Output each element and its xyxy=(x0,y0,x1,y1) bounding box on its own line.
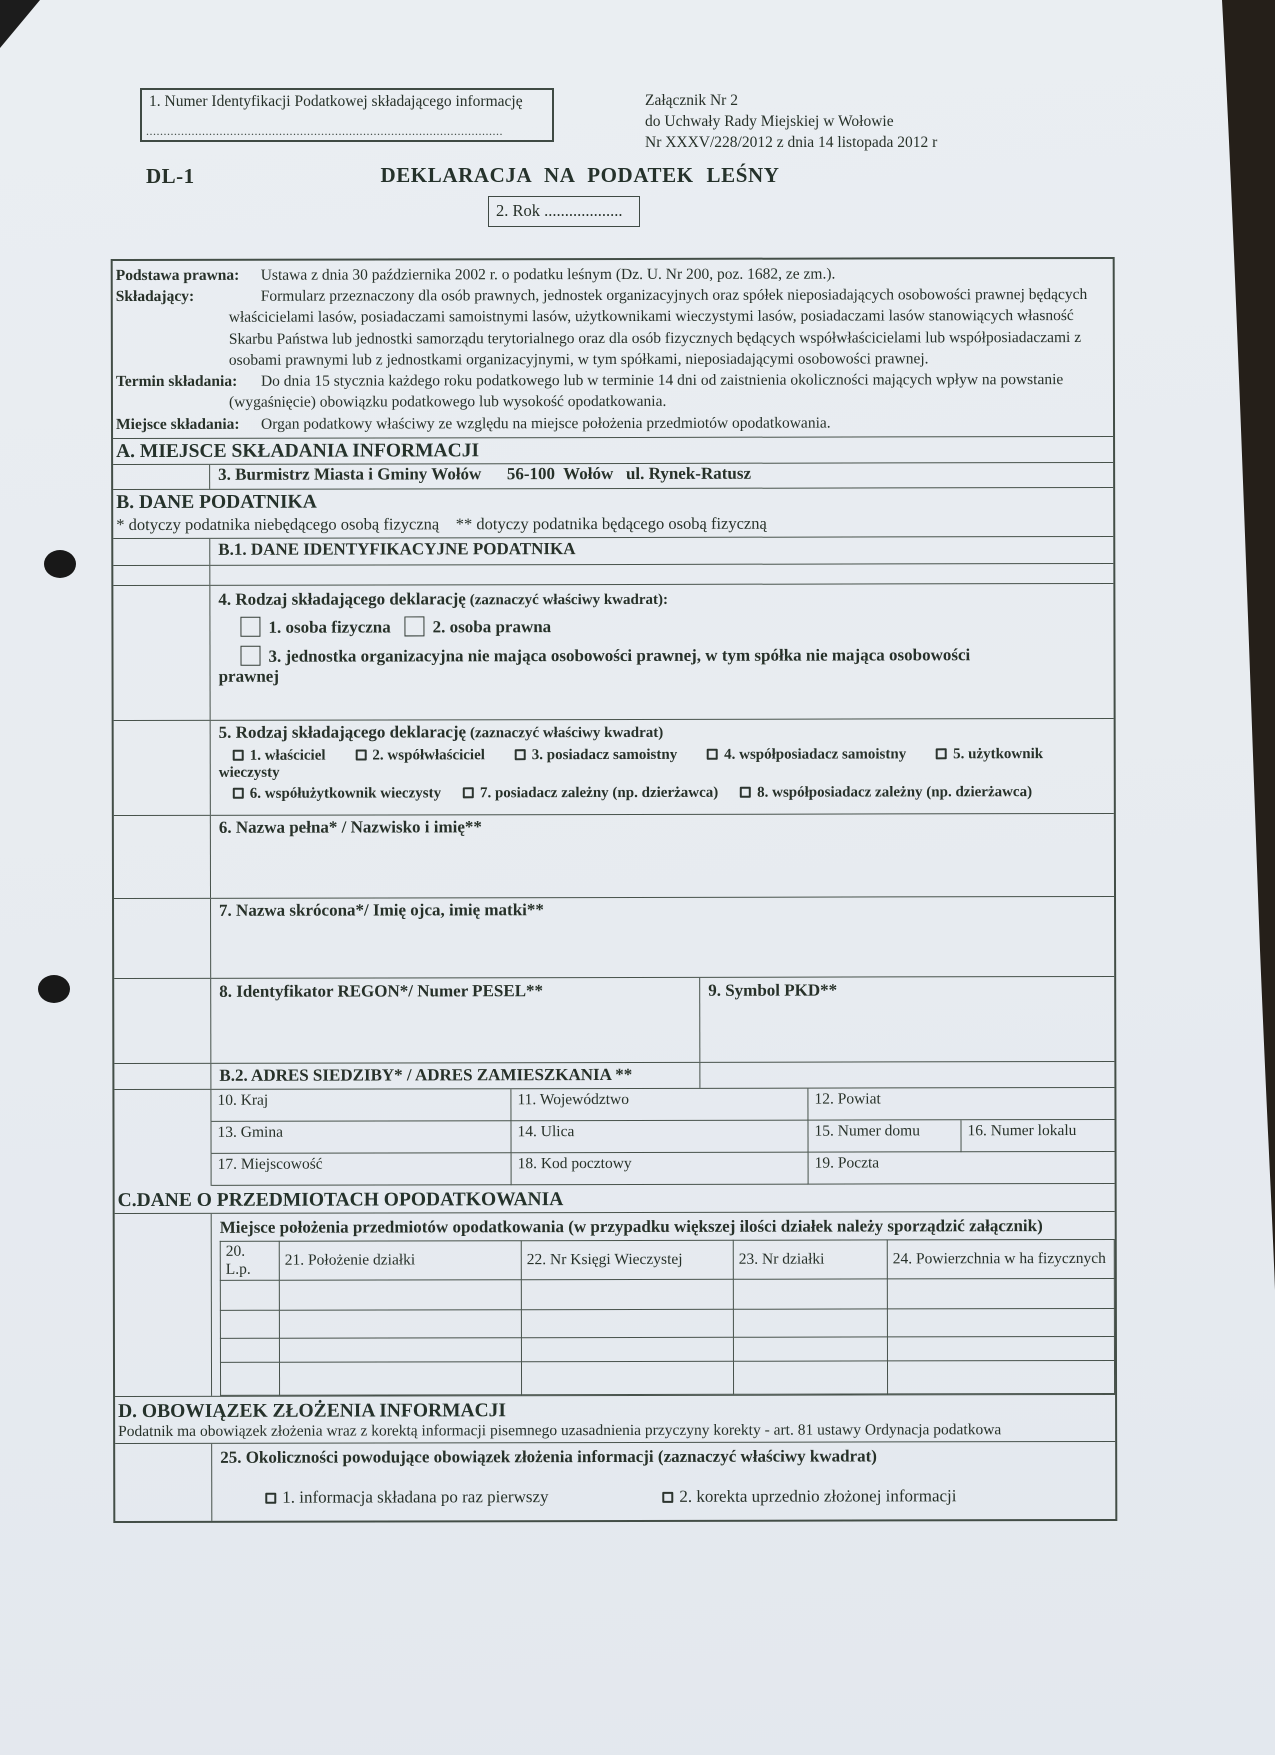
pkd-cell[interactable] xyxy=(700,977,1114,1062)
table-cell[interactable] xyxy=(220,1338,279,1362)
checkbox-wspolposiadacz-zalezny[interactable] xyxy=(740,787,751,798)
table-cell[interactable] xyxy=(279,1280,521,1311)
legal-basis-section xyxy=(113,259,1113,439)
nip-input-line[interactable]: ...................................................................................................... xyxy=(146,124,503,138)
full-name-input[interactable] xyxy=(219,836,1106,878)
gutter xyxy=(113,566,210,585)
form-body xyxy=(111,257,1118,1523)
field-gmina[interactable] xyxy=(211,1121,511,1154)
gutter xyxy=(114,1090,211,1122)
table-cell[interactable] xyxy=(733,1309,887,1337)
gutter xyxy=(113,539,210,565)
section-c-title: C.DANE O PRZEDMIOTACH OPODATKOWANIA xyxy=(115,1184,1115,1214)
legal-label: Miejsce składania: xyxy=(116,415,240,433)
col-lp: 20. L.p. xyxy=(220,1241,279,1280)
gutter xyxy=(115,1444,212,1521)
field-6-row xyxy=(114,814,1114,899)
section-c-body xyxy=(115,1212,1115,1397)
checkbox-wlasciciel[interactable] xyxy=(233,750,244,761)
checkbox-label-wrap: prawnej xyxy=(218,666,280,686)
nip-box xyxy=(140,88,554,142)
form-code: DL-1 xyxy=(146,164,195,188)
spacer-row xyxy=(113,564,1113,586)
gutter xyxy=(113,586,210,720)
table-cell[interactable] xyxy=(733,1279,887,1309)
cell-label: 14. Ulica xyxy=(517,1122,575,1141)
gutter xyxy=(114,1122,211,1154)
cell-label: 15. Numer domu xyxy=(814,1122,921,1140)
cell-label: 10. Kraj xyxy=(217,1091,269,1109)
cell-label: 17. Miejscowość xyxy=(217,1155,323,1173)
checkbox-korekta-informacji[interactable] xyxy=(662,1492,673,1503)
checkbox-label: 4. współposiadacz samoistny xyxy=(724,746,907,763)
cell-label: 19. Poczta xyxy=(814,1154,880,1172)
checkbox-osoba-fizyczna[interactable] xyxy=(240,617,260,637)
checkbox-label: 1. informacja składana po raz pierwszy xyxy=(282,1487,549,1507)
address-grid-row2 xyxy=(114,1120,1114,1154)
field-9-label: 9. Symbol PKD** xyxy=(708,980,838,1000)
checkbox-uzytkownik-wieczysty[interactable] xyxy=(936,748,947,759)
field-4-row xyxy=(113,584,1113,721)
checkbox-posiadacz-zalezny[interactable] xyxy=(463,787,474,798)
field-5-label: 5. Rodzaj składającego deklarację xyxy=(218,722,467,742)
section-b2-header-row xyxy=(114,1062,1114,1090)
field-4-label: 4. Rodzaj składającego deklarację xyxy=(218,589,466,609)
gutter xyxy=(114,816,211,898)
checkbox-label: 1. osoba fizyczna xyxy=(268,617,391,637)
checkbox-osoba-prawna[interactable] xyxy=(405,616,425,636)
checkbox-label: 2. osoba prawna xyxy=(432,617,552,637)
field-6-label: 6. Nazwa pełna* / Nazwisko i imię** xyxy=(218,817,482,837)
field-5-hint: (zaznaczyć właściwy kwadrat) xyxy=(469,724,664,742)
attachment-line: do Uchwały Rady Miejskiej w Wołowie xyxy=(645,112,894,130)
legal-label: Składający: xyxy=(115,288,195,306)
cell-label: 16. Numer lokalu xyxy=(967,1121,1077,1140)
checkbox-label: 2. korekta uprzednio złożonej informacji xyxy=(679,1486,957,1506)
table-cell[interactable] xyxy=(220,1310,279,1338)
regon-pesel-cell[interactable] xyxy=(211,978,700,1063)
table-cell[interactable] xyxy=(279,1362,521,1396)
gutter xyxy=(114,979,211,1063)
table-cell[interactable] xyxy=(521,1361,733,1394)
address-grid-row3 xyxy=(115,1152,1115,1186)
parcels-empty-row xyxy=(220,1360,1114,1395)
field-kraj[interactable] xyxy=(211,1089,511,1122)
table-cell[interactable] xyxy=(887,1278,1114,1308)
gutter xyxy=(114,721,211,815)
legal-text: Formularz przeznaczony dla osób prawnych, jednostek organizacyjnych oraz spółek nieposiadających osobowości prawnej będących właścicielami lasów, posiadaczami samoistnymi lasów, użytkownikami wieczystymi lasów, posiadaczami lasów stanowiących własność Skarbu Państwa lub jednostki samorządu terytorialnego oraz dla osób fizycznych będących współwłaścicielami lub współposiadaczami z osobami prawnymi lub z jednostkami organizacyjnymi, w tym spółkami, nieposiadającymi osobowości prawnej. xyxy=(228,286,1088,369)
field-8-label: 8. Identyfikator REGON*/ Numer PESEL** xyxy=(219,981,544,1001)
field-7-label: 7. Nazwa skrócona*/ Imię ojca, imię matki** xyxy=(219,900,544,920)
table-cell[interactable] xyxy=(887,1360,1114,1393)
section-b2-title: B.2. ADRES SIEDZIBY* / ADRES ZAMIESZKANIA ** xyxy=(211,1063,700,1089)
col-nr-dzialki: 23. Nr działki xyxy=(733,1240,887,1279)
parcels-table xyxy=(220,1239,1115,1396)
field-7-row xyxy=(114,897,1114,979)
section-d-title: D. OBOWIĄZEK ZŁOŻENIA INFORMACJI xyxy=(118,1400,507,1422)
checkbox-label: 2. współwłaściciel xyxy=(372,747,485,764)
checkbox-label: 6. współużytkownik wieczysty xyxy=(249,785,442,802)
field-wojewodztwo[interactable] xyxy=(511,1088,808,1121)
field-numer-lokalu[interactable] xyxy=(961,1120,1114,1152)
field-powiat[interactable] xyxy=(808,1088,1114,1121)
form-title: DEKLARACJA NA PODATEK LEŚNY xyxy=(380,163,780,187)
col-ksiega: 22. Nr Księgi Wieczystej xyxy=(521,1240,733,1279)
section-d-note: Podatnik ma obowiązek złożenia wraz z korektą informacji pisemnego uzasadnienia przyczyny korekty - art. 81 ustawy Ordynacja podatkowa xyxy=(115,1421,1115,1444)
field-25-label: 25. Okoliczności powodujące obowiązek złożenia informacji (zaznaczyć właściwy kwadrat) xyxy=(220,1446,877,1467)
checkbox-label: 8. współposiadacz zależny (np. dzierżawca) xyxy=(757,783,1033,801)
checkbox-informacja-pierwsza[interactable] xyxy=(265,1493,276,1504)
section-b1-title: B.1. DANE IDENTYFIKACYJNE PODATNIKA xyxy=(218,538,576,559)
table-cell[interactable] xyxy=(733,1337,887,1361)
field-numer-domu[interactable] xyxy=(808,1120,961,1152)
attachment-line: Nr XXXV/228/2012 z dnia 14 listopada 2012 r xyxy=(645,133,938,151)
checkbox-wspolposiadacz-samoistny[interactable] xyxy=(707,749,718,760)
col-polozenie: 21. Położenie działki xyxy=(279,1241,521,1281)
field-8-9-row xyxy=(114,977,1114,1064)
checkbox-wspoluzytkownik-wieczysty[interactable] xyxy=(233,788,244,799)
gutter xyxy=(115,1214,212,1396)
cell-label: 18. Kod pocztowy xyxy=(517,1154,632,1173)
gutter xyxy=(115,1154,212,1186)
nip-label: 1. Numer Identyfikacji Podatkowej składającego informację xyxy=(149,93,523,110)
hole-punch-top xyxy=(44,550,76,578)
checkbox-wspolwlasciciel[interactable] xyxy=(355,749,366,760)
tax-office-value: 3. Burmistrz Miasta i Gminy Wołów 56-100 Wołów ul. Rynek-Ratusz xyxy=(218,463,752,484)
gutter xyxy=(113,465,210,489)
checkbox-label: 5. użytkownik xyxy=(953,745,1044,763)
gutter xyxy=(114,1064,211,1089)
col-powierzchnia: 24. Powierzchnia w ha fizycznych xyxy=(887,1239,1114,1278)
cell-label: 12. Powiat xyxy=(814,1090,881,1108)
checkbox-posiadacz-samoistny[interactable] xyxy=(515,749,526,760)
table-cell[interactable] xyxy=(279,1338,521,1363)
short-name-input[interactable] xyxy=(219,919,1106,961)
legal-text: Ustawa z dnia 30 października 2002 r. o podatku leśnym (Dz. U. Nr 200, poz. 1682, ze zm.). xyxy=(260,265,836,284)
address-grid-row1 xyxy=(114,1088,1114,1122)
cell-label: 13. Gmina xyxy=(217,1123,283,1141)
attachment-line: Załącznik Nr 2 xyxy=(645,92,738,109)
table-cell[interactable] xyxy=(733,1361,887,1394)
attachment-reference xyxy=(645,91,937,154)
year-input[interactable]: 2. Rok ................... xyxy=(488,196,640,227)
table-cell[interactable] xyxy=(887,1336,1114,1360)
field-5-row xyxy=(114,719,1114,816)
field-4-hint: (zaznaczyć właściwy kwadrat): xyxy=(469,591,668,609)
checkbox-label: 1. właściciel xyxy=(249,747,326,764)
checkbox-jednostka-organizacyjna[interactable] xyxy=(240,646,260,666)
section-b-title: B. DANE PODATNIKA xyxy=(116,491,317,513)
field-kod-pocztowy[interactable] xyxy=(512,1152,809,1185)
cell-label: 11. Województwo xyxy=(517,1090,630,1109)
checkbox-label: 7. posiadacz zależny (np. dzierżawca) xyxy=(479,784,719,802)
section-b-note: * dotyczy podatnika niebędącego osobą fizyczną ** dotyczy podatnika będącego osobą fizyczną xyxy=(113,512,1113,539)
checkbox-label-wrap: wieczysty xyxy=(218,764,280,781)
parcels-subtitle: Miejsce położenia przedmiotów opodatkowania (w przypadku większej ilości działek należy sporządzić załącznik) xyxy=(219,1215,1043,1237)
hole-punch-bottom xyxy=(38,975,70,1003)
checkbox-label: 3. jednostka organizacyjna nie mająca osobowości prawnej, w tym spółka nie mająca osobowości xyxy=(268,645,971,666)
field-poczta[interactable] xyxy=(809,1152,1115,1185)
section-a-title: A. MIEJSCE SKŁADANIA INFORMACJI xyxy=(113,437,1113,465)
field-ulica[interactable] xyxy=(511,1120,808,1153)
table-cell[interactable] xyxy=(887,1308,1114,1336)
section-a-row xyxy=(113,463,1113,490)
table-cell[interactable] xyxy=(521,1337,733,1361)
table-cell[interactable] xyxy=(220,1280,279,1310)
table-cell[interactable] xyxy=(220,1362,279,1395)
field-25-row xyxy=(115,1442,1115,1521)
parcels-empty-row xyxy=(220,1308,1114,1338)
parcels-header-row xyxy=(220,1239,1114,1280)
gutter xyxy=(114,899,211,978)
legal-text: Organ podatkowy właściwy ze względu na miejsce położenia przedmiotów opodatkowania. xyxy=(261,414,831,433)
legal-text: Do dnia 15 stycznia każdego roku podatkowego lub w terminie 14 dni od zaistnienia okoliczności mających wpływ na powstanie (wygaśnięcie) obowiązku podatkowego lub wysokość opodatkowania. xyxy=(228,371,1064,412)
table-cell[interactable] xyxy=(521,1309,733,1337)
table-cell[interactable] xyxy=(279,1310,521,1339)
legal-label: Termin składania: xyxy=(115,372,238,391)
checkbox-label: 3. posiadacz samoistny xyxy=(531,746,678,764)
table-cell[interactable] xyxy=(521,1279,733,1309)
field-miejscowosc[interactable] xyxy=(212,1153,512,1186)
section-b1-header-row xyxy=(113,537,1113,566)
parcels-empty-row xyxy=(220,1278,1114,1310)
parcels-empty-row xyxy=(220,1336,1114,1362)
legal-label: Podstawa prawna: xyxy=(115,266,240,285)
